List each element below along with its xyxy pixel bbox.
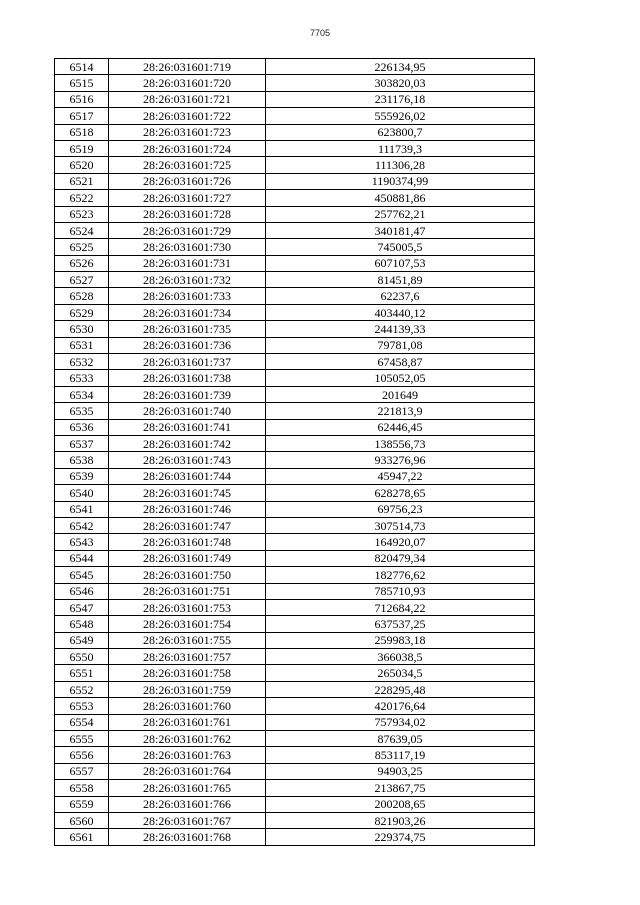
row-number-cell: 6558 [55, 780, 109, 796]
table-row [55, 616, 535, 632]
row-number-cell: 6540 [55, 485, 109, 501]
cadastral-value-cell: 244139,33 [266, 321, 535, 337]
cadastral-number-cell: 28:26:031601:737 [109, 354, 266, 370]
row-number-cell: 6519 [55, 140, 109, 156]
cadastral-value-cell: 712684,22 [266, 599, 535, 615]
cadastral-value-cell: 628278,65 [266, 485, 535, 501]
row-number-cell: 6527 [55, 272, 109, 288]
cadastral-number-cell: 28:26:031601:746 [109, 501, 266, 517]
row-number-cell: 6553 [55, 698, 109, 714]
cadastral-value-cell: 623800,7 [266, 124, 535, 140]
row-number-cell: 6525 [55, 239, 109, 255]
table-row [55, 206, 535, 222]
row-number-cell: 6557 [55, 763, 109, 779]
cadastral-value-cell: 221813,9 [266, 403, 535, 419]
table-row [55, 485, 535, 501]
cadastral-value-cell: 69756,23 [266, 501, 535, 517]
cadastral-value-cell: 67458,87 [266, 354, 535, 370]
cadastral-value-cell: 111306,28 [266, 157, 535, 173]
row-number-cell: 6541 [55, 501, 109, 517]
cadastral-number-cell: 28:26:031601:750 [109, 567, 266, 583]
row-number-cell: 6526 [55, 255, 109, 271]
row-number-cell: 6529 [55, 304, 109, 320]
table-row [55, 517, 535, 533]
table-row [55, 812, 535, 828]
cadastral-number-cell: 28:26:031601:755 [109, 632, 266, 648]
row-number-cell: 6538 [55, 452, 109, 468]
cadastral-value-cell: 607107,53 [266, 255, 535, 271]
cadastral-number-cell: 28:26:031601:742 [109, 435, 266, 451]
cadastral-value-cell: 821903,26 [266, 812, 535, 828]
table-row [55, 747, 535, 763]
row-number-cell: 6548 [55, 616, 109, 632]
table-row [55, 632, 535, 648]
cadastral-number-cell: 28:26:031601:747 [109, 517, 266, 533]
cadastral-value-cell: 81451,89 [266, 272, 535, 288]
cadastral-value-cell: 450881,86 [266, 190, 535, 206]
cadastral-value-cell: 933276,96 [266, 452, 535, 468]
row-number-cell: 6523 [55, 206, 109, 222]
table-row [55, 354, 535, 370]
cadastral-value-cell: 745005,5 [266, 239, 535, 255]
cadastral-number-cell: 28:26:031601:759 [109, 681, 266, 697]
cadastral-number-cell: 28:26:031601:731 [109, 255, 266, 271]
cadastral-value-cell: 138556,73 [266, 435, 535, 451]
cadastral-number-cell: 28:26:031601:748 [109, 534, 266, 550]
cadastral-number-cell: 28:26:031601:724 [109, 140, 266, 156]
table-row [55, 435, 535, 451]
table-row [55, 501, 535, 517]
cadastral-number-cell: 28:26:031601:760 [109, 698, 266, 714]
row-number-cell: 6536 [55, 419, 109, 435]
table-body [55, 59, 535, 846]
cadastral-value-cell: 79781,08 [266, 337, 535, 353]
cadastral-value-cell: 201649 [266, 386, 535, 402]
row-number-cell: 6520 [55, 157, 109, 173]
cadastral-value-table [54, 58, 535, 846]
table-row [55, 288, 535, 304]
cadastral-number-cell: 28:26:031601:720 [109, 75, 266, 91]
cadastral-value-cell: 62446,45 [266, 419, 535, 435]
cadastral-value-cell: 555926,02 [266, 108, 535, 124]
cadastral-number-cell: 28:26:031601:733 [109, 288, 266, 304]
cadastral-value-cell: 164920,07 [266, 534, 535, 550]
cadastral-value-cell: 111739,3 [266, 140, 535, 156]
row-number-cell: 6533 [55, 370, 109, 386]
table-row [55, 780, 535, 796]
row-number-cell: 6515 [55, 75, 109, 91]
table-row [55, 698, 535, 714]
cadastral-value-cell: 87639,05 [266, 731, 535, 747]
cadastral-value-cell: 820479,34 [266, 550, 535, 566]
row-number-cell: 6560 [55, 812, 109, 828]
row-number-cell: 6534 [55, 386, 109, 402]
cadastral-number-cell: 28:26:031601:728 [109, 206, 266, 222]
table-row [55, 239, 535, 255]
table-row [55, 550, 535, 566]
table-row [55, 714, 535, 730]
table-row [55, 173, 535, 189]
row-number-cell: 6518 [55, 124, 109, 140]
cadastral-number-cell: 28:26:031601:739 [109, 386, 266, 402]
cadastral-number-cell: 28:26:031601:745 [109, 485, 266, 501]
table-row [55, 583, 535, 599]
table-row [55, 140, 535, 156]
table-row [55, 222, 535, 238]
cadastral-number-cell: 28:26:031601:743 [109, 452, 266, 468]
cadastral-number-cell: 28:26:031601:741 [109, 419, 266, 435]
row-number-cell: 6559 [55, 796, 109, 812]
row-number-cell: 6528 [55, 288, 109, 304]
cadastral-value-cell: 231176,18 [266, 91, 535, 107]
table-row [55, 419, 535, 435]
cadastral-number-cell: 28:26:031601:735 [109, 321, 266, 337]
row-number-cell: 6547 [55, 599, 109, 615]
table-row [55, 731, 535, 747]
cadastral-value-cell: 226134,95 [266, 59, 535, 75]
cadastral-number-cell: 28:26:031601:767 [109, 812, 266, 828]
table-row [55, 255, 535, 271]
cadastral-value-cell: 307514,73 [266, 517, 535, 533]
cadastral-value-cell: 105052,05 [266, 370, 535, 386]
cadastral-number-cell: 28:26:031601:761 [109, 714, 266, 730]
table-row [55, 649, 535, 665]
cadastral-number-cell: 28:26:031601:744 [109, 468, 266, 484]
cadastral-value-cell: 182776,62 [266, 567, 535, 583]
cadastral-number-cell: 28:26:031601:751 [109, 583, 266, 599]
cadastral-number-cell: 28:26:031601:725 [109, 157, 266, 173]
cadastral-number-cell: 28:26:031601:749 [109, 550, 266, 566]
table-row [55, 370, 535, 386]
row-number-cell: 6549 [55, 632, 109, 648]
table-row [55, 75, 535, 91]
row-number-cell: 6542 [55, 517, 109, 533]
table-row [55, 452, 535, 468]
cadastral-value-cell: 340181,47 [266, 222, 535, 238]
cadastral-number-cell: 28:26:031601:732 [109, 272, 266, 288]
row-number-cell: 6546 [55, 583, 109, 599]
page-number: 7705 [309, 28, 331, 38]
cadastral-value-cell: 94903,25 [266, 763, 535, 779]
cadastral-number-cell: 28:26:031601:740 [109, 403, 266, 419]
row-number-cell: 6561 [55, 829, 109, 845]
cadastral-number-cell: 28:26:031601:729 [109, 222, 266, 238]
table-row [55, 599, 535, 615]
table-row [55, 91, 535, 107]
row-number-cell: 6531 [55, 337, 109, 353]
table-row [55, 829, 535, 845]
cadastral-value-cell: 228295,48 [266, 681, 535, 697]
cadastral-value-cell: 420176,64 [266, 698, 535, 714]
table-row [55, 681, 535, 697]
cadastral-number-cell: 28:26:031601:721 [109, 91, 266, 107]
cadastral-value-cell: 62237,6 [266, 288, 535, 304]
cadastral-number-cell: 28:26:031601:727 [109, 190, 266, 206]
row-number-cell: 6555 [55, 731, 109, 747]
cadastral-number-cell: 28:26:031601:719 [109, 59, 266, 75]
row-number-cell: 6554 [55, 714, 109, 730]
table-row [55, 763, 535, 779]
table-row [55, 272, 535, 288]
row-number-cell: 6535 [55, 403, 109, 419]
cadastral-value-cell: 303820,03 [266, 75, 535, 91]
row-number-cell: 6521 [55, 173, 109, 189]
cadastral-number-cell: 28:26:031601:738 [109, 370, 266, 386]
cadastral-number-cell: 28:26:031601:736 [109, 337, 266, 353]
row-number-cell: 6543 [55, 534, 109, 550]
cadastral-number-cell: 28:26:031601:758 [109, 665, 266, 681]
table-row [55, 157, 535, 173]
table-row [55, 386, 535, 402]
row-number-cell: 6551 [55, 665, 109, 681]
cadastral-value-cell: 366038,5 [266, 649, 535, 665]
row-number-cell: 6552 [55, 681, 109, 697]
cadastral-value-cell: 853117,19 [266, 747, 535, 763]
row-number-cell: 6517 [55, 108, 109, 124]
cadastral-value-cell: 200208,65 [266, 796, 535, 812]
cadastral-value-cell: 259983,18 [266, 632, 535, 648]
row-number-cell: 6545 [55, 567, 109, 583]
cadastral-value-cell: 785710,93 [266, 583, 535, 599]
row-number-cell: 6544 [55, 550, 109, 566]
table-row [55, 321, 535, 337]
table-row [55, 567, 535, 583]
cadastral-number-cell: 28:26:031601:762 [109, 731, 266, 747]
row-number-cell: 6514 [55, 59, 109, 75]
cadastral-number-cell: 28:26:031601:764 [109, 763, 266, 779]
cadastral-number-cell: 28:26:031601:766 [109, 796, 266, 812]
table-row [55, 108, 535, 124]
cadastral-number-cell: 28:26:031601:734 [109, 304, 266, 320]
row-number-cell: 6537 [55, 435, 109, 451]
cadastral-value-cell: 265034,5 [266, 665, 535, 681]
table-row [55, 337, 535, 353]
table-row [55, 534, 535, 550]
table-row [55, 403, 535, 419]
cadastral-value-cell: 403440,12 [266, 304, 535, 320]
row-number-cell: 6556 [55, 747, 109, 763]
cadastral-number-cell: 28:26:031601:723 [109, 124, 266, 140]
cadastral-value-cell: 757934,02 [266, 714, 535, 730]
row-number-cell: 6524 [55, 222, 109, 238]
cadastral-number-cell: 28:26:031601:763 [109, 747, 266, 763]
table-row [55, 190, 535, 206]
cadastral-number-cell: 28:26:031601:754 [109, 616, 266, 632]
cadastral-value-cell: 213867,75 [266, 780, 535, 796]
table-row [55, 468, 535, 484]
row-number-cell: 6550 [55, 649, 109, 665]
cadastral-number-cell: 28:26:031601:722 [109, 108, 266, 124]
row-number-cell: 6522 [55, 190, 109, 206]
cadastral-number-cell: 28:26:031601:726 [109, 173, 266, 189]
row-number-cell: 6516 [55, 91, 109, 107]
row-number-cell: 6530 [55, 321, 109, 337]
table-row [55, 304, 535, 320]
cadastral-value-cell: 229374,75 [266, 829, 535, 845]
row-number-cell: 6532 [55, 354, 109, 370]
table-row [55, 59, 535, 75]
table-row [55, 124, 535, 140]
cadastral-number-cell: 28:26:031601:768 [109, 829, 266, 845]
cadastral-value-cell: 637537,25 [266, 616, 535, 632]
cadastral-number-cell: 28:26:031601:753 [109, 599, 266, 615]
cadastral-number-cell: 28:26:031601:730 [109, 239, 266, 255]
cadastral-number-cell: 28:26:031601:757 [109, 649, 266, 665]
table-row [55, 665, 535, 681]
cadastral-value-cell: 1190374,99 [266, 173, 535, 189]
cadastral-value-cell: 45947,22 [266, 468, 535, 484]
table-row [55, 796, 535, 812]
cadastral-value-cell: 257762,21 [266, 206, 535, 222]
row-number-cell: 6539 [55, 468, 109, 484]
cadastral-number-cell: 28:26:031601:765 [109, 780, 266, 796]
